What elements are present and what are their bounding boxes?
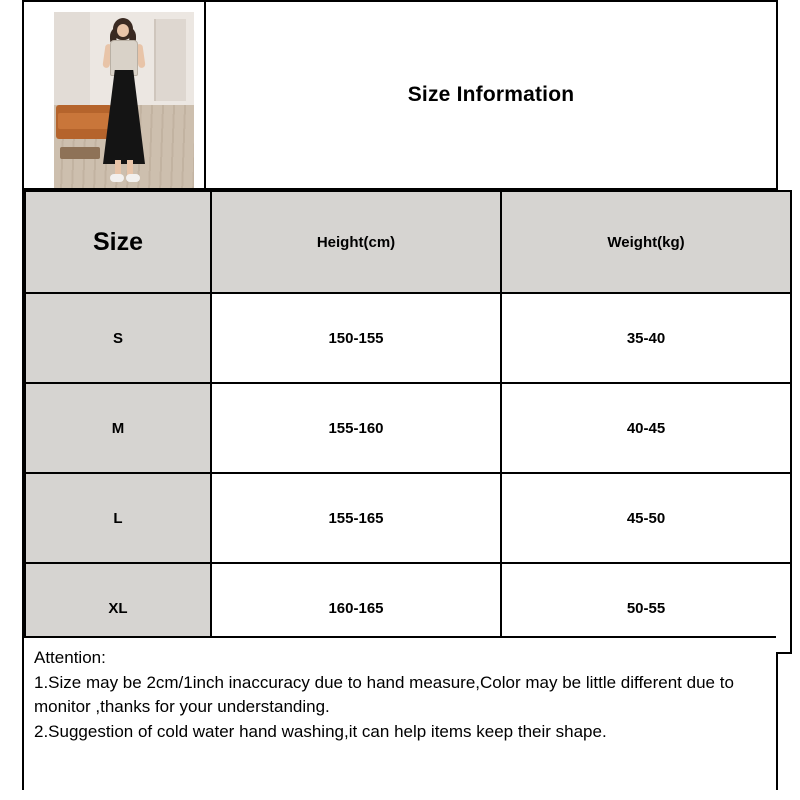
- cell-height-s: 150-155: [211, 293, 501, 383]
- table-row: [25, 293, 791, 383]
- cell-weight-xl: 50-55: [501, 563, 791, 653]
- size-table-header-row: [25, 191, 791, 293]
- cell-size-l: L: [25, 473, 211, 563]
- photo-model-skirt: [103, 70, 145, 164]
- cell-height-m: 155-160: [211, 383, 501, 473]
- header-row: [24, 2, 776, 190]
- table-row: [25, 473, 791, 563]
- table-row: [25, 383, 791, 473]
- column-header-weight: Weight(kg): [501, 191, 791, 293]
- product-photo: [54, 12, 194, 188]
- cell-weight-s: 35-40: [501, 293, 791, 383]
- cell-weight-l: 45-50: [501, 473, 791, 563]
- cell-height-l: 155-165: [211, 473, 501, 563]
- cell-height-xl: 160-165: [211, 563, 501, 653]
- product-photo-cell: [24, 2, 206, 188]
- column-header-size: Size: [25, 191, 211, 293]
- photo-model-right-shoe: [126, 174, 140, 182]
- attention-line-2: 2.Suggestion of cold water hand washing,it can help items keep their shape.: [34, 721, 607, 741]
- cell-size-s: S: [25, 293, 211, 383]
- attention-heading: Attention:: [34, 648, 106, 667]
- photo-table: [60, 147, 100, 159]
- size-chart-frame: [22, 0, 778, 790]
- photo-model: [97, 18, 151, 186]
- column-header-height: Height(cm): [211, 191, 501, 293]
- title-cell: [206, 2, 776, 188]
- photo-wall-panel: [54, 12, 90, 105]
- attention-block: [24, 636, 776, 790]
- cell-size-m: M: [25, 383, 211, 473]
- page-title: Size Information: [407, 83, 575, 106]
- photo-model-face: [117, 24, 129, 37]
- cell-weight-m: 40-45: [501, 383, 791, 473]
- photo-door: [154, 19, 186, 101]
- attention-line-1: 1.Size may be 2cm/1inch inaccuracy due to hand measure,Color may be little different due to monitor ,thanks for your understanding.: [34, 672, 734, 717]
- size-table: [24, 190, 792, 654]
- cell-size-xl: XL: [25, 563, 211, 653]
- photo-model-left-shoe: [110, 174, 124, 182]
